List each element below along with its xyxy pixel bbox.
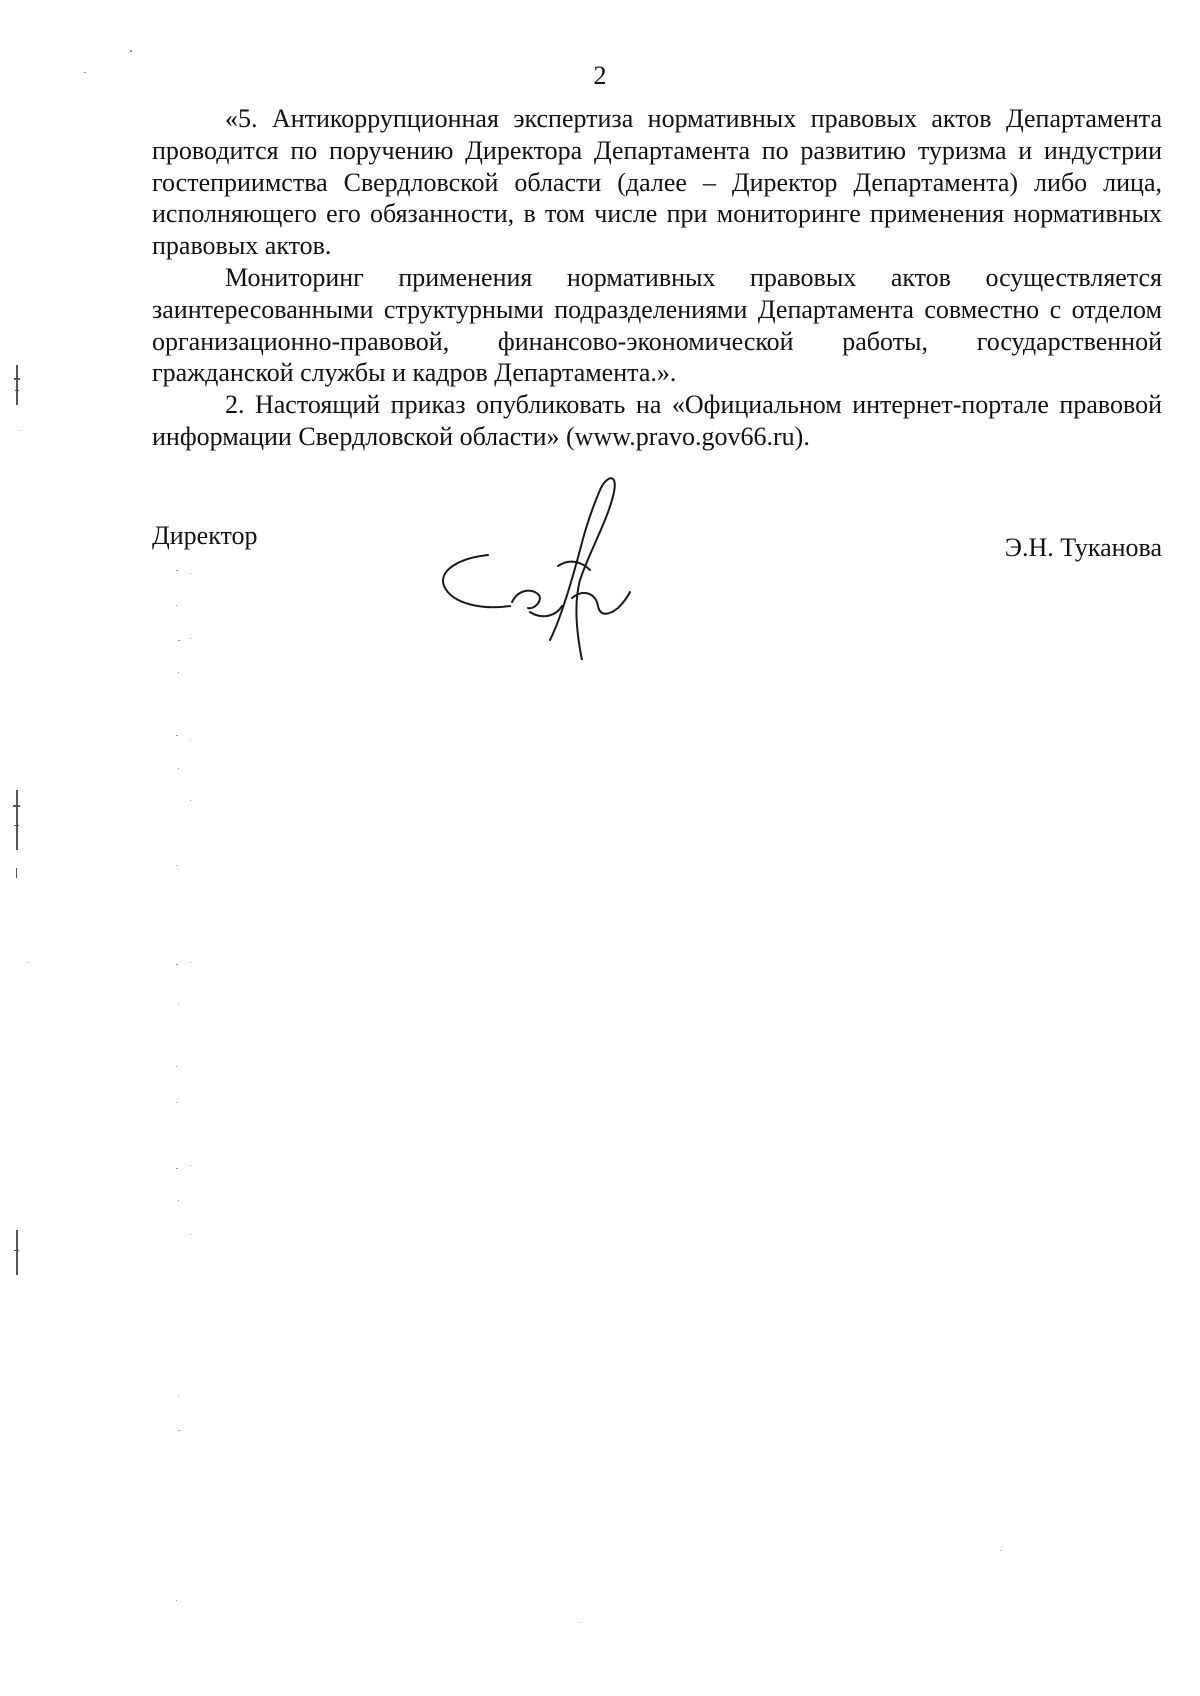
signatory-name: Э.Н. Туканова bbox=[1004, 533, 1162, 562]
document-body bbox=[152, 103, 1162, 453]
page-number: 2 bbox=[593, 61, 607, 90]
paragraph-publication: 2. Настоящий приказ опубликовать на «Официальном интернет-портале правовой информации Свердловской области» (www.pravo.gov66.ru). bbox=[152, 390, 1162, 451]
handwritten-signature bbox=[430, 470, 700, 660]
paragraph-anticorruption: «5. Антикоррупционная экспертиза нормативных правовых актов Департамента проводится по поручению Директора Департамента по развитию туризма и индустрии гостеприимства Свердловской области (далее – Директор Департамента) либо лица, исполняющего его обязанности, в том числе при мониторинге применения нормативных правовых актов. bbox=[152, 104, 1162, 261]
paragraph-monitoring: Мониторинг применения нормативных правовых актов осуществляется заинтересованными структурными подразделениями Департамента совместно с отделом организационно-правовой, финансово-экономической работы, государственной гражданской службы и кадров Департамента.». bbox=[152, 262, 1162, 388]
signatory-position: Директор bbox=[152, 521, 258, 550]
